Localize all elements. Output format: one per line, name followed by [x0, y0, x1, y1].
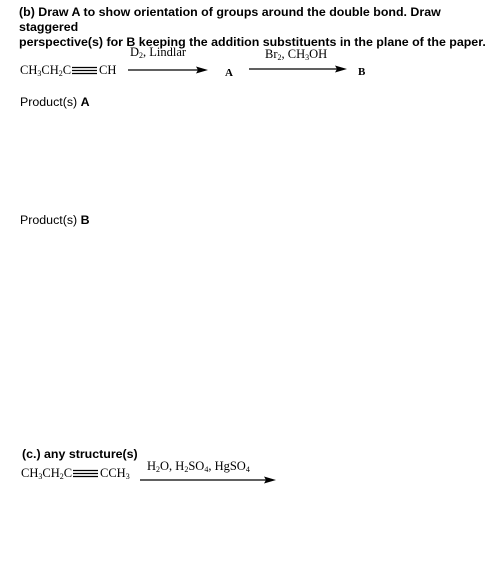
c-reagent-sub1: 2: [156, 465, 161, 474]
alkyne-terminal-ch: CH: [99, 63, 117, 77]
alkyne-ch2-sub: 2: [58, 69, 63, 78]
reagent-2: [265, 47, 327, 62]
reagent-1-rest: , Lindlar: [143, 45, 187, 59]
part-c-heading: (c.) any structure(s): [22, 447, 138, 461]
reagent-2-ch: , CH: [281, 47, 306, 61]
c-reagent-so: SO: [188, 459, 205, 473]
reagent-1-d: D: [130, 45, 140, 59]
c-reagent-sub4: 4: [245, 465, 250, 474]
reagent-1: [130, 45, 186, 60]
products-a-label: [20, 95, 90, 109]
products-a-text: Product(s): [20, 95, 81, 109]
c-reagent-o: O, H: [160, 459, 185, 473]
c-reagent-h: H: [147, 459, 157, 473]
reagent-1-sub: 2: [139, 51, 144, 60]
part-b-heading: [19, 5, 499, 50]
part-b-heading-line2: perspective(s) for B keeping the addition substituents in the plane of the paper.: [19, 35, 486, 49]
part-c-alkyne-terminal: [100, 466, 130, 481]
part-c-reagent: [147, 459, 250, 474]
products-a-bold: A: [80, 95, 90, 109]
reaction-arrow-1: [128, 65, 210, 75]
c-alkyne-cch: CCH: [100, 466, 126, 480]
product-a-letter: A: [225, 67, 233, 79]
reagent-2-sub2: 3: [305, 53, 310, 62]
c-alkyne-ch3: CH: [21, 466, 39, 480]
c-alkyne-cch-sub: 3: [125, 472, 130, 481]
part-b-starting-alkyne: [20, 63, 71, 78]
products-b-label: [20, 213, 90, 227]
triple-bond-c: [73, 469, 99, 479]
part-b-alkyne-terminal: [99, 63, 116, 78]
c-alkyne-carbon: C: [63, 466, 73, 480]
c-alkyne-ch3-sub: 3: [38, 472, 43, 481]
alkyne-ch3: CH: [20, 63, 38, 77]
alkyne-ch2: CH: [41, 63, 59, 77]
reaction-arrow-2: [249, 64, 349, 74]
part-c-starting-alkyne: [21, 466, 72, 481]
reagent-2-br: Br: [265, 47, 278, 61]
product-b-letter: B: [358, 66, 366, 78]
products-b-bold: B: [80, 213, 90, 227]
c-reagent-sub3: 4: [204, 465, 209, 474]
alkyne-carbon: C: [62, 63, 72, 77]
products-b-text: Product(s): [20, 213, 81, 227]
reagent-2-sub1: 2: [277, 53, 282, 62]
c-reagent-sub2: 2: [184, 465, 189, 474]
triple-bond-b: [72, 66, 98, 76]
c-reagent-hg: , HgSO: [208, 459, 246, 473]
c-alkyne-ch2-sub: 2: [59, 472, 64, 481]
alkyne-ch3-sub: 3: [37, 69, 42, 78]
c-alkyne-ch2: CH: [42, 466, 60, 480]
part-b-heading-line1: (b) Draw A to show orientation of groups around the double bond. Draw staggered: [19, 5, 441, 34]
reaction-arrow-c: [140, 475, 280, 485]
reagent-2-oh: OH: [309, 47, 328, 61]
